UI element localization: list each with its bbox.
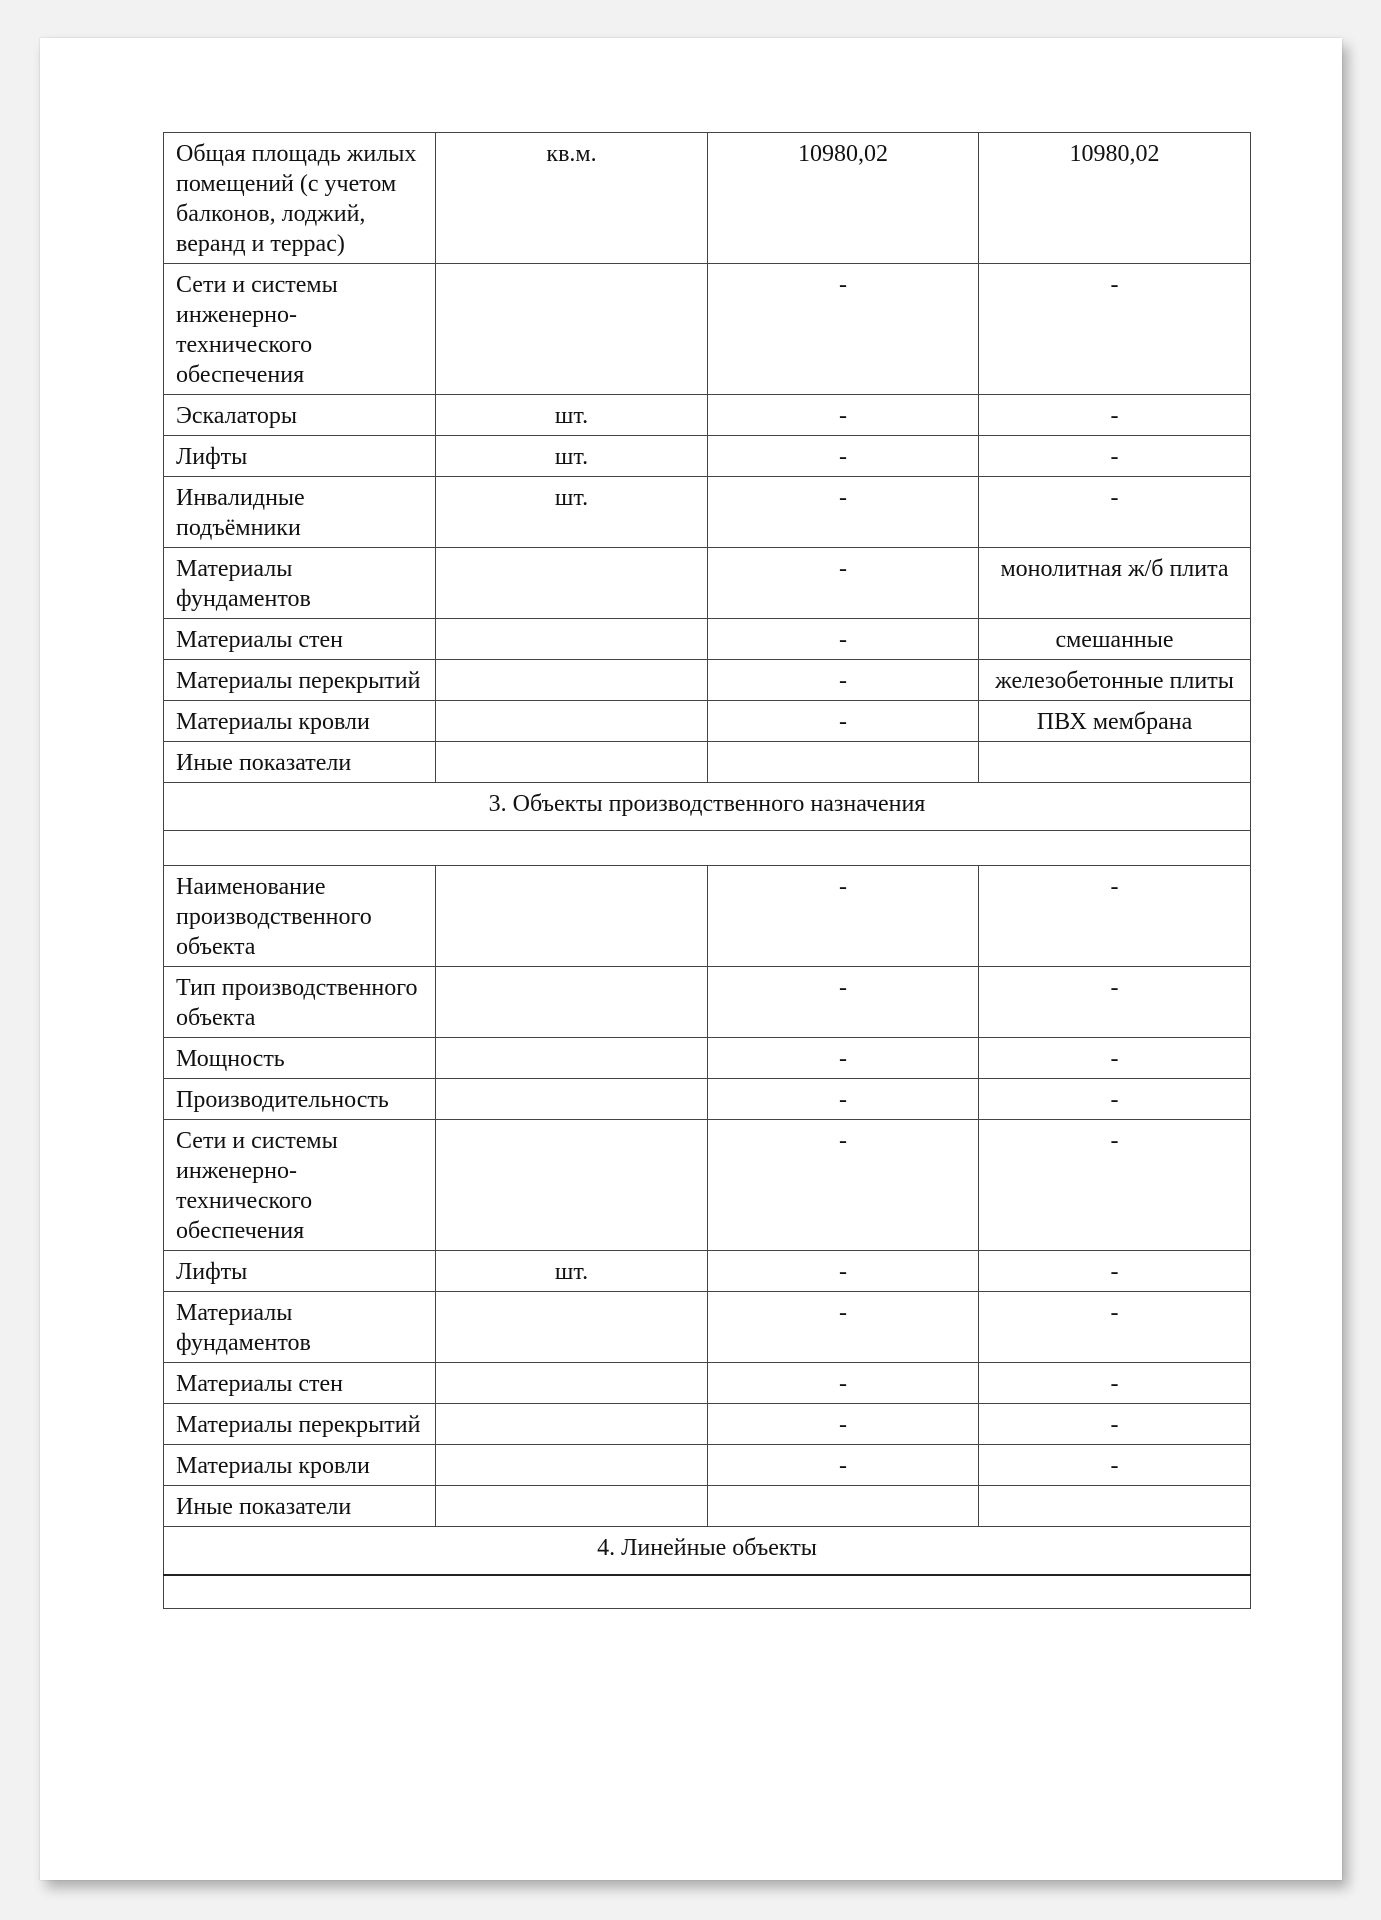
unit-cell	[436, 967, 708, 1038]
table-row	[164, 701, 1251, 742]
unit-cell	[436, 660, 708, 701]
actual-value	[979, 1486, 1251, 1527]
unit-cell: шт.	[436, 395, 708, 436]
table-row	[164, 660, 1251, 701]
planned-value: -	[708, 701, 979, 742]
unit-cell	[436, 264, 708, 395]
indicator-label: Материалы перекрытий	[164, 1404, 436, 1445]
section-heading-row	[164, 783, 1251, 831]
planned-value: -	[708, 264, 979, 395]
unit-cell: кв.м.	[436, 133, 708, 264]
unit-cell: шт.	[436, 477, 708, 548]
indicator-label: Материалы кровли	[164, 701, 436, 742]
unit-cell	[436, 619, 708, 660]
empty-row	[164, 1575, 1251, 1609]
indicator-label: Иные показатели	[164, 1486, 436, 1527]
section-heading-row	[164, 1527, 1251, 1575]
planned-value	[708, 742, 979, 783]
unit-cell	[436, 866, 708, 967]
planned-value: -	[708, 436, 979, 477]
table-row	[164, 395, 1251, 436]
planned-value: -	[708, 1445, 979, 1486]
planned-value: 10980,02	[708, 133, 979, 264]
planned-value: -	[708, 866, 979, 967]
indicator-label: Материалы фундаментов	[164, 548, 436, 619]
indicator-label: Мощность	[164, 1038, 436, 1079]
actual-value: -	[979, 1038, 1251, 1079]
unit-cell	[436, 1445, 708, 1486]
planned-value: -	[708, 1038, 979, 1079]
planned-value: -	[708, 477, 979, 548]
table-row	[164, 1445, 1251, 1486]
planned-value: -	[708, 1404, 979, 1445]
section-4	[164, 1527, 1251, 1609]
unit-cell	[436, 742, 708, 783]
unit-cell	[436, 1079, 708, 1120]
actual-value: -	[979, 967, 1251, 1038]
planned-value: -	[708, 395, 979, 436]
actual-value: ПВХ мембрана	[979, 701, 1251, 742]
indicator-label: Сети и системы инженерно-технического обеспечения	[164, 1120, 436, 1251]
actual-value: -	[979, 1251, 1251, 1292]
indicator-label: Материалы перекрытий	[164, 660, 436, 701]
indicator-label: Производительность	[164, 1079, 436, 1120]
planned-value: -	[708, 548, 979, 619]
section-title: 4. Линейные объекты	[164, 1527, 1251, 1575]
planned-value: -	[708, 619, 979, 660]
unit-cell	[436, 1120, 708, 1251]
indicator-label: Материалы фундаментов	[164, 1292, 436, 1363]
table-row	[164, 477, 1251, 548]
actual-value: -	[979, 436, 1251, 477]
indicator-label: Иные показатели	[164, 742, 436, 783]
table-row	[164, 133, 1251, 264]
unit-cell	[436, 548, 708, 619]
table-row	[164, 967, 1251, 1038]
unit-cell	[436, 1292, 708, 1363]
table-row	[164, 264, 1251, 395]
indicator-label: Наименование производственного объекта	[164, 866, 436, 967]
section-3	[164, 783, 1251, 866]
indicator-label: Лифты	[164, 436, 436, 477]
planned-value	[708, 1486, 979, 1527]
actual-value: -	[979, 1363, 1251, 1404]
actual-value: смешанные	[979, 619, 1251, 660]
planned-value: -	[708, 1363, 979, 1404]
empty-cell	[164, 831, 1251, 866]
table-row	[164, 1292, 1251, 1363]
indicator-label: Лифты	[164, 1251, 436, 1292]
indicator-label: Материалы кровли	[164, 1445, 436, 1486]
unit-cell	[436, 701, 708, 742]
unit-cell	[436, 1363, 708, 1404]
section-title: 3. Объекты производственного назначения	[164, 783, 1251, 831]
actual-value: -	[979, 1120, 1251, 1251]
actual-value: -	[979, 1445, 1251, 1486]
production-rows	[164, 866, 1251, 1527]
table-row	[164, 1404, 1251, 1445]
planned-value: -	[708, 1079, 979, 1120]
actual-value: монолитная ж/б плита	[979, 548, 1251, 619]
empty-row	[164, 831, 1251, 866]
table-row	[164, 619, 1251, 660]
unit-cell	[436, 1038, 708, 1079]
actual-value	[979, 742, 1251, 783]
indicator-label: Сети и системы инженерно-технического обеспечения	[164, 264, 436, 395]
table-row	[164, 1038, 1251, 1079]
indicator-label: Материалы стен	[164, 619, 436, 660]
table-row	[164, 1251, 1251, 1292]
table-row	[164, 436, 1251, 477]
empty-cell	[164, 1575, 1251, 1609]
actual-value: -	[979, 1079, 1251, 1120]
actual-value: -	[979, 1292, 1251, 1363]
indicator-label: Общая площадь жилых помещений (с учетом балконов, лоджий, веранд и террас)	[164, 133, 436, 264]
document-page	[40, 38, 1342, 1880]
actual-value: железобетонные плиты	[979, 660, 1251, 701]
actual-value: -	[979, 866, 1251, 967]
planned-value: -	[708, 1292, 979, 1363]
actual-value: -	[979, 395, 1251, 436]
actual-value: -	[979, 1404, 1251, 1445]
table-row	[164, 1363, 1251, 1404]
indicator-label: Тип производственного объекта	[164, 967, 436, 1038]
unit-cell: шт.	[436, 1251, 708, 1292]
unit-cell	[436, 1486, 708, 1527]
indicators-table	[163, 132, 1251, 1609]
table-row	[164, 1486, 1251, 1527]
planned-value: -	[708, 1251, 979, 1292]
table-row	[164, 548, 1251, 619]
table-row	[164, 1079, 1251, 1120]
table-row	[164, 1120, 1251, 1251]
residential-rows	[164, 133, 1251, 783]
planned-value: -	[708, 967, 979, 1038]
planned-value: -	[708, 660, 979, 701]
unit-cell: шт.	[436, 436, 708, 477]
indicator-label: Материалы стен	[164, 1363, 436, 1404]
indicator-label: Эскалаторы	[164, 395, 436, 436]
actual-value: -	[979, 264, 1251, 395]
table-row	[164, 866, 1251, 967]
actual-value: -	[979, 477, 1251, 548]
unit-cell	[436, 1404, 708, 1445]
table-row	[164, 742, 1251, 783]
indicator-label: Инвалидные подъёмники	[164, 477, 436, 548]
actual-value: 10980,02	[979, 133, 1251, 264]
planned-value: -	[708, 1120, 979, 1251]
